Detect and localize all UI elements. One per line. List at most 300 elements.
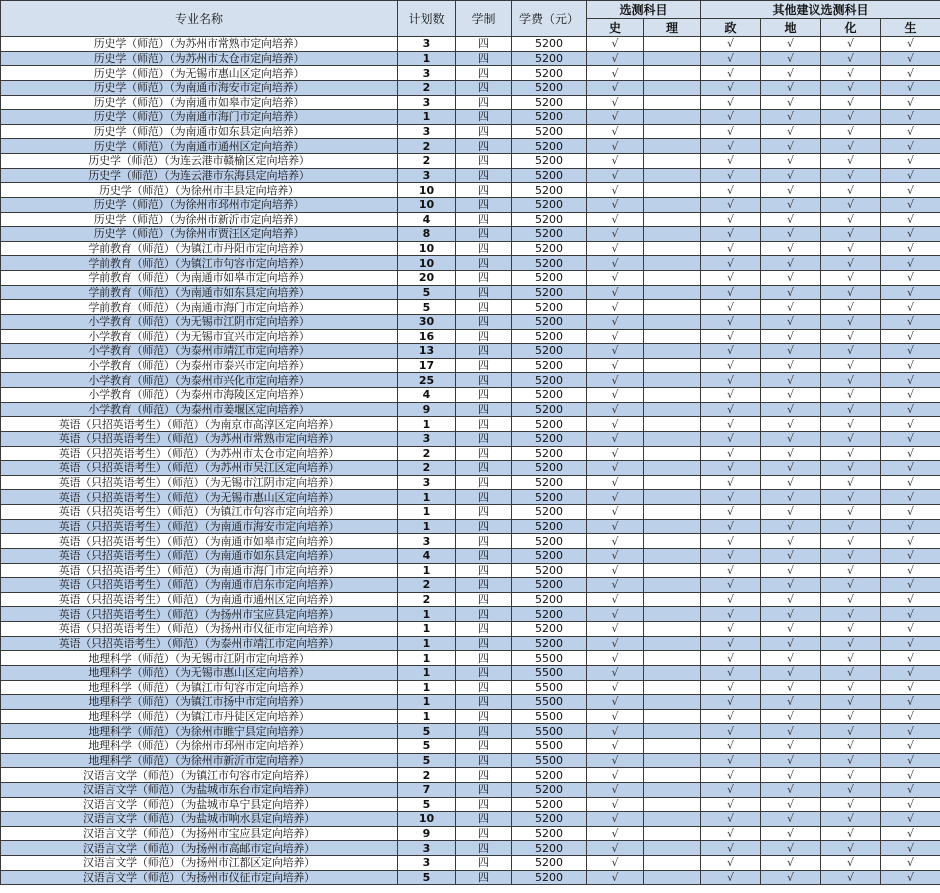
- duration-cell: 四: [456, 168, 512, 183]
- check-mark-cell: √: [701, 80, 761, 95]
- check-mark-cell: √: [587, 37, 644, 52]
- empty-subject-cell: [644, 578, 701, 593]
- check-mark-cell: √: [761, 197, 821, 212]
- check-mark-cell: √: [761, 373, 821, 388]
- tuition-cell: 5200: [512, 870, 587, 885]
- check-mark-cell: √: [881, 753, 940, 768]
- check-mark-cell: √: [761, 519, 821, 534]
- check-mark-cell: √: [821, 461, 881, 476]
- plan-count-cell: 1: [398, 651, 456, 666]
- duration-cell: 四: [456, 563, 512, 578]
- subject-physics-header: 理: [644, 19, 701, 37]
- check-mark-cell: √: [701, 446, 761, 461]
- plan-count-cell: 1: [398, 680, 456, 695]
- major-name-cell: 汉语言文学（师范）（为扬州市宝应县定向培养）: [1, 826, 398, 841]
- check-mark-cell: √: [701, 519, 761, 534]
- check-mark-cell: √: [821, 651, 881, 666]
- tuition-cell: 5200: [512, 373, 587, 388]
- empty-subject-cell: [644, 212, 701, 227]
- table-row: [1, 183, 940, 198]
- duration-cell: 四: [456, 739, 512, 754]
- check-mark-cell: √: [761, 782, 821, 797]
- tuition-cell: 5200: [512, 505, 587, 520]
- subject-biology-header: 生: [881, 19, 940, 37]
- plan-count-cell: 8: [398, 227, 456, 242]
- check-mark-cell: √: [761, 636, 821, 651]
- duration-cell: 四: [456, 812, 512, 827]
- check-mark-cell: √: [701, 680, 761, 695]
- empty-subject-cell: [644, 285, 701, 300]
- duration-cell: 四: [456, 373, 512, 388]
- major-name-cell: 英语（只招英语考生）（师范）（为扬州市仪征市定向培养）: [1, 622, 398, 637]
- check-mark-cell: √: [701, 417, 761, 432]
- check-mark-cell: √: [761, 826, 821, 841]
- check-mark-cell: √: [881, 446, 940, 461]
- duration-cell: 四: [456, 519, 512, 534]
- check-mark-cell: √: [587, 358, 644, 373]
- check-mark-cell: √: [761, 797, 821, 812]
- tuition-header: 学费（元）: [512, 1, 587, 37]
- tuition-cell: 5200: [512, 475, 587, 490]
- check-mark-cell: √: [821, 695, 881, 710]
- tuition-cell: 5200: [512, 110, 587, 125]
- empty-subject-cell: [644, 446, 701, 461]
- tuition-cell: 5500: [512, 665, 587, 680]
- tuition-cell: 5200: [512, 417, 587, 432]
- table-row: [1, 505, 940, 520]
- check-mark-cell: √: [821, 534, 881, 549]
- check-mark-cell: √: [761, 285, 821, 300]
- check-mark-cell: √: [761, 812, 821, 827]
- check-mark-cell: √: [881, 651, 940, 666]
- check-mark-cell: √: [881, 37, 940, 52]
- empty-subject-cell: [644, 782, 701, 797]
- check-mark-cell: √: [761, 110, 821, 125]
- check-mark-cell: √: [821, 753, 881, 768]
- check-mark-cell: √: [701, 197, 761, 212]
- check-mark-cell: √: [821, 797, 881, 812]
- check-mark-cell: √: [761, 139, 821, 154]
- tuition-cell: 5200: [512, 797, 587, 812]
- plan-count-cell: 2: [398, 768, 456, 783]
- duration-cell: 四: [456, 592, 512, 607]
- major-name-cell: 英语（只招英语考生）（师范）（为镇江市句容市定向培养）: [1, 505, 398, 520]
- check-mark-cell: √: [701, 344, 761, 359]
- major-name-cell: 地理科学（师范）（为镇江市丹徒区定向培养）: [1, 709, 398, 724]
- check-mark-cell: √: [821, 578, 881, 593]
- duration-cell: 四: [456, 534, 512, 549]
- check-mark-cell: √: [881, 124, 940, 139]
- check-mark-cell: √: [821, 256, 881, 271]
- check-mark-cell: √: [761, 768, 821, 783]
- table-row: [1, 797, 940, 812]
- tuition-cell: 5200: [512, 197, 587, 212]
- check-mark-cell: √: [881, 80, 940, 95]
- check-mark-cell: √: [821, 417, 881, 432]
- duration-cell: 四: [456, 344, 512, 359]
- major-name-cell: 英语（只招英语考生）（师范）（为南通市海门市定向培养）: [1, 563, 398, 578]
- check-mark-cell: √: [587, 534, 644, 549]
- check-mark-cell: √: [821, 680, 881, 695]
- check-mark-cell: √: [881, 66, 940, 81]
- table-row: [1, 461, 940, 476]
- check-mark-cell: √: [821, 271, 881, 286]
- check-mark-cell: √: [701, 139, 761, 154]
- check-mark-cell: √: [701, 241, 761, 256]
- check-mark-cell: √: [821, 782, 881, 797]
- duration-cell: 四: [456, 37, 512, 52]
- table-row: [1, 154, 940, 169]
- duration-cell: 四: [456, 797, 512, 812]
- check-mark-cell: √: [821, 139, 881, 154]
- major-name-cell: 历史学（师范）（为徐州市邳州市定向培养）: [1, 197, 398, 212]
- check-mark-cell: √: [761, 256, 821, 271]
- check-mark-cell: √: [821, 168, 881, 183]
- major-name-cell: 历史学（师范）（为徐州市贾汪区定向培养）: [1, 227, 398, 242]
- major-name-cell: 历史学（师范）（为南通市如皋市定向培养）: [1, 95, 398, 110]
- plan-count-cell: 2: [398, 446, 456, 461]
- table-row: [1, 636, 940, 651]
- plan-count-cell: 10: [398, 183, 456, 198]
- empty-subject-cell: [644, 797, 701, 812]
- table-row: [1, 607, 940, 622]
- check-mark-cell: √: [701, 826, 761, 841]
- check-mark-cell: √: [821, 724, 881, 739]
- duration-cell: 四: [456, 80, 512, 95]
- check-mark-cell: √: [701, 753, 761, 768]
- check-mark-cell: √: [587, 826, 644, 841]
- check-mark-cell: √: [761, 651, 821, 666]
- plan-count-cell: 1: [398, 709, 456, 724]
- check-mark-cell: √: [821, 475, 881, 490]
- major-name-cell: 英语（只招英语考生）（师范）（为南通市如皋市定向培养）: [1, 534, 398, 549]
- duration-cell: 四: [456, 490, 512, 505]
- empty-subject-cell: [644, 651, 701, 666]
- check-mark-cell: √: [761, 709, 821, 724]
- table-row: [1, 37, 940, 52]
- check-mark-cell: √: [881, 183, 940, 198]
- check-mark-cell: √: [587, 344, 644, 359]
- duration-cell: 四: [456, 431, 512, 446]
- check-mark-cell: √: [881, 636, 940, 651]
- check-mark-cell: √: [761, 739, 821, 754]
- check-mark-cell: √: [821, 431, 881, 446]
- empty-subject-cell: [644, 753, 701, 768]
- check-mark-cell: √: [881, 373, 940, 388]
- check-mark-cell: √: [587, 870, 644, 885]
- plan-count-cell: 9: [398, 402, 456, 417]
- major-name-cell: 历史学（师范）（为苏州市太仓市定向培养）: [1, 51, 398, 66]
- plan-count-cell: 20: [398, 271, 456, 286]
- check-mark-cell: √: [701, 768, 761, 783]
- check-mark-cell: √: [821, 285, 881, 300]
- plan-count-cell: 9: [398, 826, 456, 841]
- empty-subject-cell: [644, 622, 701, 637]
- check-mark-cell: √: [761, 124, 821, 139]
- check-mark-cell: √: [587, 110, 644, 125]
- check-mark-cell: √: [587, 812, 644, 827]
- check-mark-cell: √: [821, 344, 881, 359]
- check-mark-cell: √: [761, 183, 821, 198]
- tuition-cell: 5200: [512, 300, 587, 315]
- subject-politics-header: 政: [701, 19, 761, 37]
- plan-count-cell: 1: [398, 695, 456, 710]
- table-row: [1, 139, 940, 154]
- major-name-header: 专业名称: [1, 1, 398, 37]
- plan-count-header: 计划数: [398, 1, 456, 37]
- check-mark-cell: √: [761, 66, 821, 81]
- check-mark-cell: √: [761, 475, 821, 490]
- subject-chemistry-header: 化: [821, 19, 881, 37]
- table-row: [1, 563, 940, 578]
- check-mark-cell: √: [881, 490, 940, 505]
- duration-cell: 四: [456, 183, 512, 198]
- plan-count-cell: 1: [398, 505, 456, 520]
- plan-count-cell: 1: [398, 607, 456, 622]
- check-mark-cell: √: [821, 124, 881, 139]
- empty-subject-cell: [644, 826, 701, 841]
- major-name-cell: 汉语言文学（师范）（为扬州市江都区定向培养）: [1, 856, 398, 871]
- plan-count-cell: 3: [398, 856, 456, 871]
- check-mark-cell: √: [701, 227, 761, 242]
- check-mark-cell: √: [821, 607, 881, 622]
- check-mark-cell: √: [701, 592, 761, 607]
- check-mark-cell: √: [761, 695, 821, 710]
- plan-count-cell: 3: [398, 431, 456, 446]
- check-mark-cell: √: [761, 300, 821, 315]
- plan-count-cell: 3: [398, 124, 456, 139]
- empty-subject-cell: [644, 271, 701, 286]
- check-mark-cell: √: [587, 563, 644, 578]
- table-row: [1, 739, 940, 754]
- check-mark-cell: √: [761, 417, 821, 432]
- check-mark-cell: √: [881, 592, 940, 607]
- check-mark-cell: √: [761, 51, 821, 66]
- check-mark-cell: √: [881, 95, 940, 110]
- check-mark-cell: √: [821, 841, 881, 856]
- tuition-cell: 5500: [512, 651, 587, 666]
- plan-count-cell: 2: [398, 461, 456, 476]
- duration-cell: 四: [456, 578, 512, 593]
- tuition-cell: 5200: [512, 154, 587, 169]
- check-mark-cell: √: [881, 154, 940, 169]
- check-mark-cell: √: [821, 110, 881, 125]
- check-mark-cell: √: [701, 110, 761, 125]
- duration-cell: 四: [456, 241, 512, 256]
- check-mark-cell: √: [701, 183, 761, 198]
- empty-subject-cell: [644, 80, 701, 95]
- check-mark-cell: √: [587, 183, 644, 198]
- duration-cell: 四: [456, 197, 512, 212]
- major-name-cell: 历史学（师范）（为无锡市惠山区定向培养）: [1, 66, 398, 81]
- duration-cell: 四: [456, 826, 512, 841]
- check-mark-cell: √: [881, 841, 940, 856]
- table-row: [1, 66, 940, 81]
- check-mark-cell: √: [761, 431, 821, 446]
- check-mark-cell: √: [701, 505, 761, 520]
- table-row: [1, 373, 940, 388]
- check-mark-cell: √: [761, 241, 821, 256]
- check-mark-cell: √: [701, 709, 761, 724]
- tuition-cell: 5200: [512, 578, 587, 593]
- check-mark-cell: √: [761, 344, 821, 359]
- tuition-cell: 5500: [512, 680, 587, 695]
- check-mark-cell: √: [881, 534, 940, 549]
- plan-count-cell: 5: [398, 724, 456, 739]
- empty-subject-cell: [644, 344, 701, 359]
- check-mark-cell: √: [701, 66, 761, 81]
- plan-count-cell: 4: [398, 548, 456, 563]
- table-row: [1, 534, 940, 549]
- check-mark-cell: √: [701, 431, 761, 446]
- check-mark-cell: √: [701, 358, 761, 373]
- tuition-cell: 5200: [512, 241, 587, 256]
- check-mark-cell: √: [821, 95, 881, 110]
- check-mark-cell: √: [701, 812, 761, 827]
- check-mark-cell: √: [821, 227, 881, 242]
- check-mark-cell: √: [701, 578, 761, 593]
- check-mark-cell: √: [881, 724, 940, 739]
- major-name-cell: 历史学（师范）（为南通市海安市定向培养）: [1, 80, 398, 95]
- table-row: [1, 753, 940, 768]
- tuition-cell: 5200: [512, 388, 587, 403]
- check-mark-cell: √: [701, 154, 761, 169]
- empty-subject-cell: [644, 300, 701, 315]
- check-mark-cell: √: [881, 607, 940, 622]
- empty-subject-cell: [644, 329, 701, 344]
- table-row: [1, 519, 940, 534]
- check-mark-cell: √: [587, 709, 644, 724]
- plan-count-cell: 4: [398, 388, 456, 403]
- major-name-cell: 小学教育（师范）（为泰州市姜堰区定向培养）: [1, 402, 398, 417]
- major-name-cell: 地理科学（师范）（为徐州市邳州市定向培养）: [1, 739, 398, 754]
- check-mark-cell: √: [587, 622, 644, 637]
- check-mark-cell: √: [587, 51, 644, 66]
- tuition-cell: 5200: [512, 446, 587, 461]
- table-row: [1, 578, 940, 593]
- check-mark-cell: √: [821, 80, 881, 95]
- empty-subject-cell: [644, 768, 701, 783]
- tuition-cell: 5200: [512, 592, 587, 607]
- major-name-cell: 汉语言文学（师范）（为镇江市句容市定向培养）: [1, 768, 398, 783]
- check-mark-cell: √: [761, 490, 821, 505]
- major-name-cell: 历史学（师范）（为徐州市新沂市定向培养）: [1, 212, 398, 227]
- empty-subject-cell: [644, 66, 701, 81]
- duration-cell: 四: [456, 300, 512, 315]
- tuition-cell: 5200: [512, 431, 587, 446]
- tuition-cell: 5200: [512, 183, 587, 198]
- empty-subject-cell: [644, 431, 701, 446]
- table-row: [1, 110, 940, 125]
- plan-count-cell: 10: [398, 197, 456, 212]
- check-mark-cell: √: [587, 388, 644, 403]
- empty-subject-cell: [644, 402, 701, 417]
- check-mark-cell: √: [587, 241, 644, 256]
- table-row: [1, 709, 940, 724]
- check-mark-cell: √: [761, 271, 821, 286]
- empty-subject-cell: [644, 183, 701, 198]
- check-mark-cell: √: [587, 753, 644, 768]
- plan-count-cell: 17: [398, 358, 456, 373]
- check-mark-cell: √: [701, 490, 761, 505]
- subject-history-header: 史: [587, 19, 644, 37]
- selected-subjects-header: 选测科目: [587, 1, 701, 19]
- duration-cell: 四: [456, 358, 512, 373]
- check-mark-cell: √: [587, 271, 644, 286]
- duration-cell: 四: [456, 388, 512, 403]
- tuition-cell: 5200: [512, 285, 587, 300]
- major-name-cell: 汉语言文学（师范）（为盐城市东台市定向培养）: [1, 782, 398, 797]
- check-mark-cell: √: [587, 651, 644, 666]
- empty-subject-cell: [644, 607, 701, 622]
- duration-cell: 四: [456, 446, 512, 461]
- plan-count-cell: 1: [398, 417, 456, 432]
- tuition-cell: 5200: [512, 256, 587, 271]
- check-mark-cell: √: [587, 417, 644, 432]
- major-name-cell: 学前教育（师范）（为镇江市句容市定向培养）: [1, 256, 398, 271]
- empty-subject-cell: [644, 110, 701, 125]
- check-mark-cell: √: [701, 314, 761, 329]
- duration-cell: 四: [456, 680, 512, 695]
- tuition-cell: 5200: [512, 856, 587, 871]
- check-mark-cell: √: [701, 256, 761, 271]
- duration-cell: 四: [456, 402, 512, 417]
- major-name-cell: 历史学（师范）（为南通市通州区定向培养）: [1, 139, 398, 154]
- check-mark-cell: √: [701, 373, 761, 388]
- duration-cell: 四: [456, 768, 512, 783]
- empty-subject-cell: [644, 636, 701, 651]
- check-mark-cell: √: [701, 95, 761, 110]
- duration-cell: 四: [456, 782, 512, 797]
- check-mark-cell: √: [761, 446, 821, 461]
- check-mark-cell: √: [761, 856, 821, 871]
- tuition-cell: 5200: [512, 519, 587, 534]
- check-mark-cell: √: [881, 197, 940, 212]
- table-row: [1, 826, 940, 841]
- plan-count-cell: 5: [398, 753, 456, 768]
- check-mark-cell: √: [761, 592, 821, 607]
- check-mark-cell: √: [881, 739, 940, 754]
- check-mark-cell: √: [821, 402, 881, 417]
- check-mark-cell: √: [821, 37, 881, 52]
- empty-subject-cell: [644, 51, 701, 66]
- tuition-cell: 5200: [512, 768, 587, 783]
- table-row: [1, 417, 940, 432]
- check-mark-cell: √: [587, 739, 644, 754]
- tuition-cell: 5500: [512, 695, 587, 710]
- check-mark-cell: √: [881, 563, 940, 578]
- check-mark-cell: √: [587, 446, 644, 461]
- check-mark-cell: √: [821, 154, 881, 169]
- plan-count-cell: 1: [398, 110, 456, 125]
- plan-count-cell: 2: [398, 592, 456, 607]
- major-name-cell: 小学教育（师范）（为泰州市兴化市定向培养）: [1, 373, 398, 388]
- check-mark-cell: √: [821, 314, 881, 329]
- check-mark-cell: √: [821, 548, 881, 563]
- check-mark-cell: √: [701, 212, 761, 227]
- check-mark-cell: √: [761, 212, 821, 227]
- table-row: [1, 622, 940, 637]
- check-mark-cell: √: [587, 212, 644, 227]
- plan-count-cell: 5: [398, 285, 456, 300]
- check-mark-cell: √: [587, 490, 644, 505]
- check-mark-cell: √: [587, 548, 644, 563]
- check-mark-cell: √: [821, 329, 881, 344]
- table-row: [1, 197, 940, 212]
- tuition-cell: 5200: [512, 139, 587, 154]
- check-mark-cell: √: [821, 622, 881, 637]
- duration-cell: 四: [456, 51, 512, 66]
